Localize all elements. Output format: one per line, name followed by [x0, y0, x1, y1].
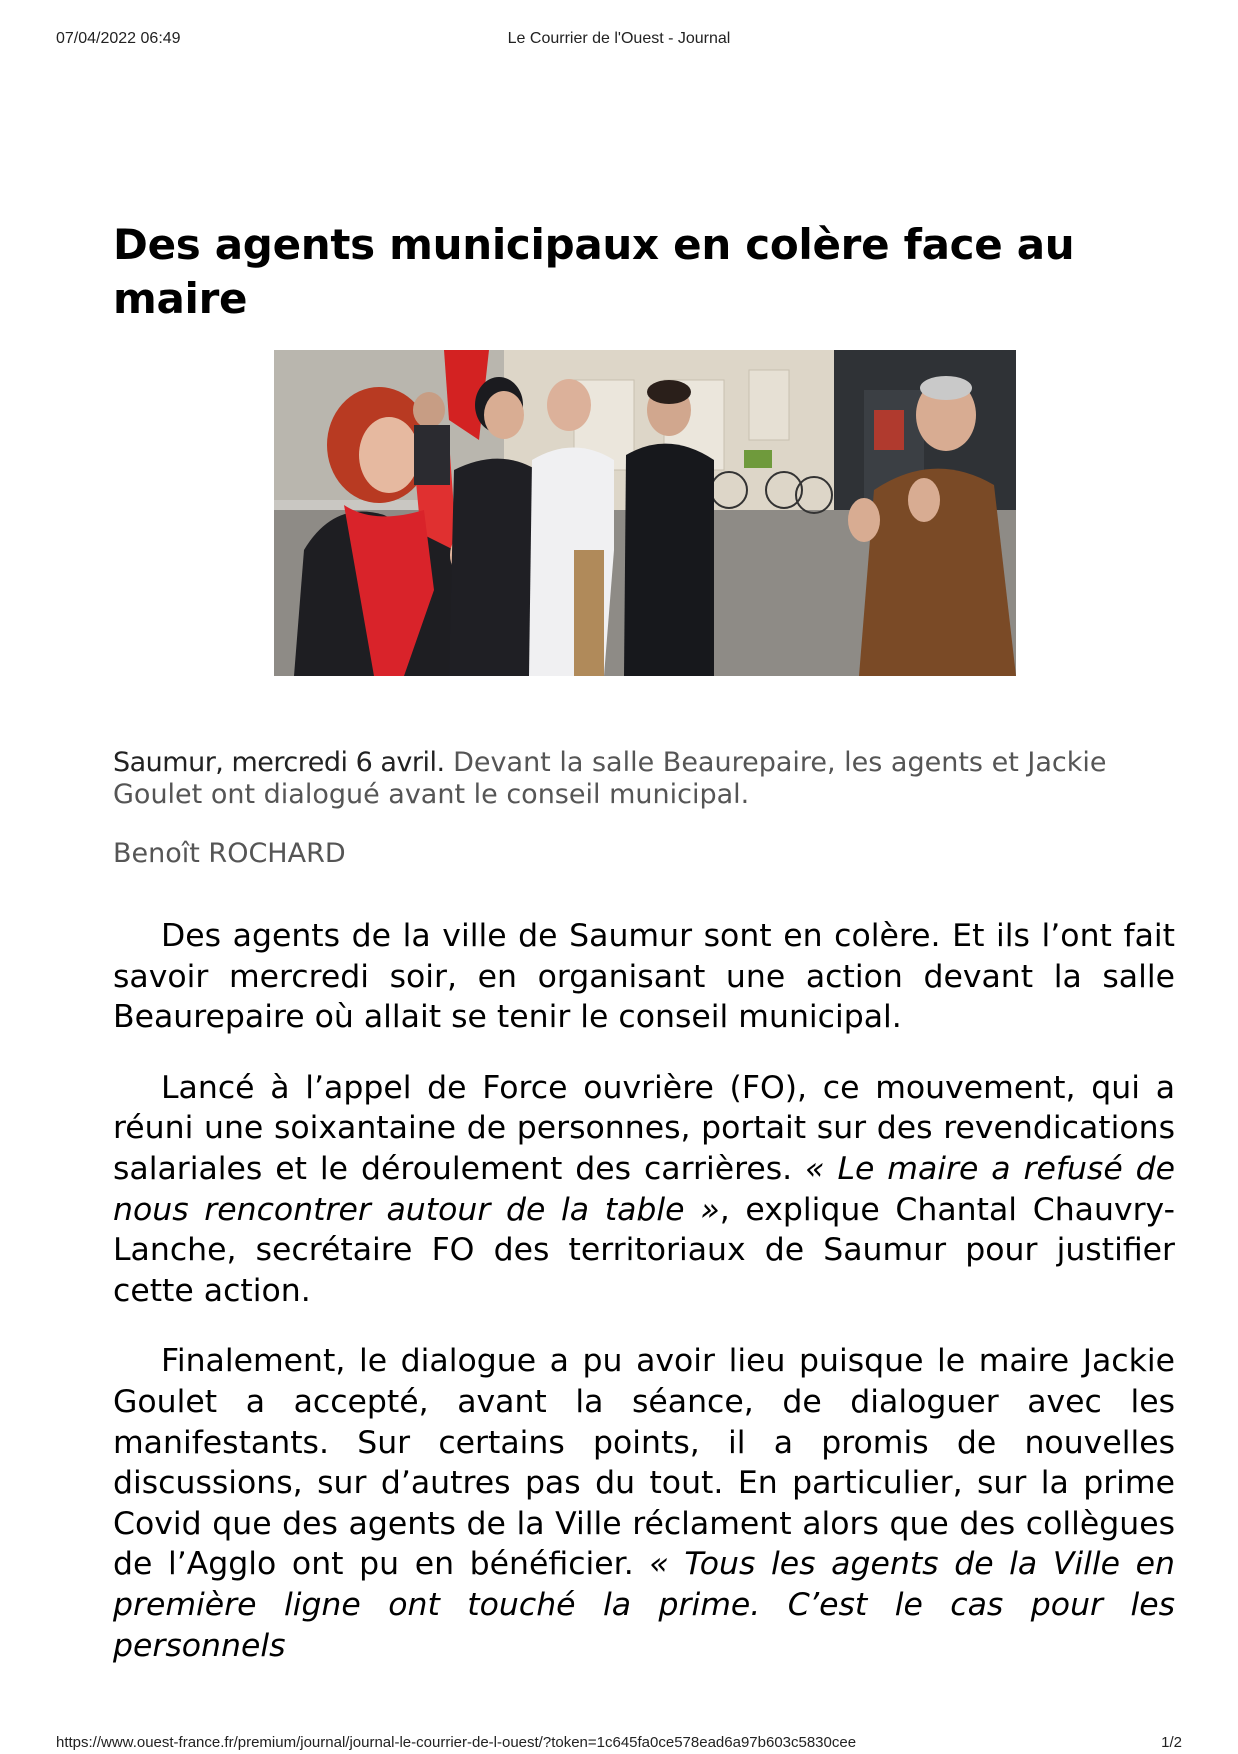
paragraph-3-quote: « Tous les agents de la Ville en première ligne ont touché la prime. C’est le cas pour les personnels [113, 1546, 1175, 1664]
paragraph-3-text-a: Finalement, le dialogue a pu avoir lieu puisque le maire Jackie Goulet a accepté, avant la séance, de dialoguer avec les manifestants. Sur certains points, il a promis de nouvelles discussions, sur d’autres pas du tout. En particulier, sur la prime Covid que des agents de la Ville réclament alors que des collègues de l’Agglo ont pu en bénéficier. [113, 1343, 1175, 1583]
print-url: https://www.ouest-france.fr/premium/journal/journal-le-courrier-de-l-ouest/?token=1c645fa0ce578ead6a97b603c5830cee [56, 1734, 857, 1751]
paragraph-2 [113, 1068, 1175, 1312]
print-site-title: Le Courrier de l'Ouest - Journal [507, 30, 731, 47]
paragraph-2-text-a: Lancé à l’appel de Force ouvrière (FO), ce mouvement, qui a réuni une soixantaine de personnes, portait sur des revendications salariales et le déroulement des carrières. [113, 1069, 1175, 1187]
article-title: Des agents municipaux en colère face au maire [113, 220, 1075, 323]
paragraph-3 [113, 1341, 1175, 1666]
paragraph-2-quote: « Le maire a refusé de nous rencontrer autour de la table » [113, 1150, 1176, 1228]
paragraph-2-text-b: , explique Chantal Chauvry-Lanche, secrétaire FO des territoriaux de Saumur pour justifier cette action. [113, 1191, 1175, 1309]
photo-credit: Benoît ROCHARD [113, 838, 346, 869]
page-number: 1/2 [1161, 1734, 1182, 1751]
caption-text: Devant la salle Beaurepaire, les agents et Jackie Goulet ont dialogué avant le conseil municipal. [113, 747, 1107, 810]
paragraph-1: Des agents de la ville de Saumur sont en colère. Et ils l’ont fait savoir mercredi soir, en organisant une action devant la salle Beaurepaire où allait se tenir le conseil municipal. [113, 918, 1175, 1036]
caption-place-date: Saumur, mercredi 6 avril. [113, 747, 445, 778]
photo-caption [113, 747, 1153, 811]
print-datetime: 07/04/2022 06:49 [56, 30, 181, 47]
article-body [113, 916, 1175, 1696]
article-photo [274, 350, 1016, 676]
